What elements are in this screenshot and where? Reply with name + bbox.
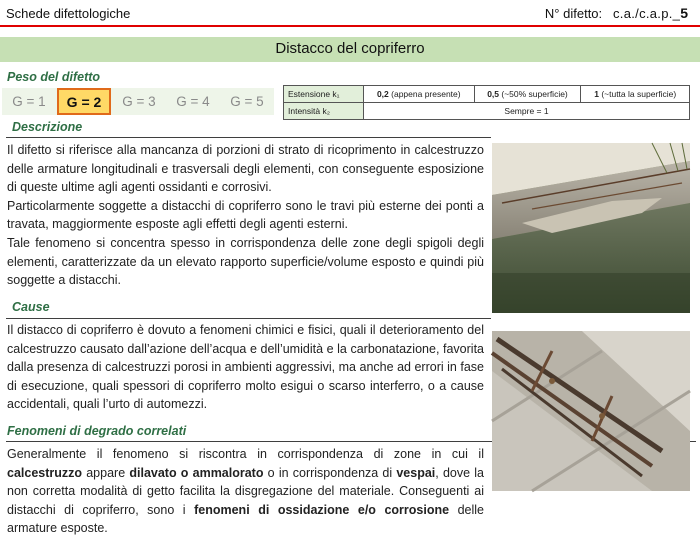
intensity-value: Sempre = 1 <box>364 103 690 120</box>
grade-4[interactable]: G = 4 <box>176 94 210 109</box>
section-divider <box>6 137 491 138</box>
photo-beam-edge-image <box>492 143 690 313</box>
cause-heading: Cause <box>12 300 50 314</box>
grade-1[interactable]: G = 1 <box>12 94 46 109</box>
photo-exposed-rebars <box>492 331 690 491</box>
extension-option-3: 1 (~tutta la superficie) <box>581 86 690 103</box>
defect-code: c.a./c.a.p._ <box>613 6 681 21</box>
fenomeni-heading: Fenomeni di degrado correlati <box>7 424 187 438</box>
photo-beam-edge <box>492 143 690 313</box>
descrizione-text: Il difetto si riferisce alla mancanza di porzioni di strato di ricoprimento in calcestruzzo delle armature longitudinali e trasversali degli elementi, con conseguente esposizione di queste ultime agli agenti ossidanti e corrosivi. Particolarmente soggette a distacchi di copriferro sono le travi più esterne dei ponti a travata, maggiormente esposte agli effetti degli agenti esterni. Tale fenomeno si concentra spesso in corrispondenza delle zone degli spigoli degli elementi, caratterizzate da un elevato rapporto superficie/volume esposto e quindi più soggette a distacchi. <box>7 143 484 288</box>
header-section-title: Schede difettologiche <box>6 6 131 21</box>
page-header <box>0 0 700 27</box>
defect-title-bar <box>0 37 700 62</box>
defect-number-label: N° difetto: <box>544 6 603 21</box>
section-divider <box>6 318 491 319</box>
grade-3[interactable]: G = 3 <box>122 94 156 109</box>
coefficients-table <box>283 85 690 120</box>
descrizione-heading: Descrizione <box>12 120 83 134</box>
extension-label: Estensione k₁ <box>284 86 364 103</box>
photo-exposed-rebars-image <box>492 331 690 491</box>
extension-option-2: 0,5 (~50% superficie) <box>474 86 581 103</box>
cause-text: Il distacco di copriferro è dovuto a fenomeni chimici e fisici, quali il deterioramento del calcestruzzo causato dall’azione dell’acqua e dell’umidità e la carbonatazione, favorita dalla presenza di calcestruzzi porosi in ambienti aggressivi, ma anche ad errori in fase di esecuzione, quali spessori di copriferro molto esigui o scarso interferro, o a cause accidentali, quali l’urto di automezzi. <box>7 323 484 412</box>
extension-option-1: 0,2 (appena presente) <box>364 86 475 103</box>
defect-title: Distacco del copriferro <box>275 40 425 57</box>
peso-heading: Peso del difetto <box>7 70 101 84</box>
table-row <box>284 103 690 120</box>
grade-2-selected[interactable]: G = 2 <box>57 88 111 115</box>
grade-5[interactable]: G = 5 <box>230 94 264 109</box>
intensity-label: Intensità k₂ <box>284 103 364 120</box>
fenomeni-text: Generalmente il fenomeno si riscontra in corrispondenza di zone in cui il calcestruzzo appare dilavato o ammalorato o in corrispondenza di vespai, dove la non corretta modalità di getto facilita la disgregazione del materiale. Conseguenti ai distacchi di copriferro, sono i fenomeni di ossidazione e/o corrosione delle armature esposte. <box>7 447 484 536</box>
defect-number <box>545 5 688 21</box>
table-row <box>284 86 690 103</box>
grade-selector <box>2 88 274 115</box>
defect-number-value: 5 <box>680 5 688 21</box>
